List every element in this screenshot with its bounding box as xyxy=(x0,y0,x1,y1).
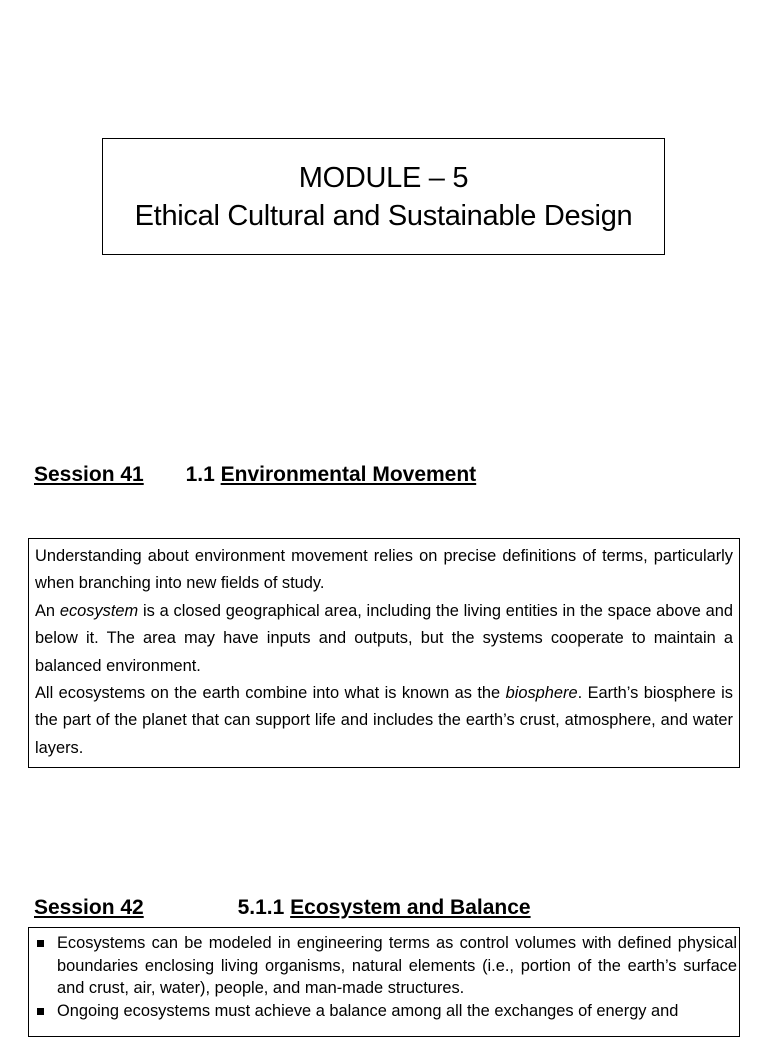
term-biosphere: biosphere xyxy=(505,684,578,703)
session-41-text-box xyxy=(28,538,740,768)
bullet-list xyxy=(35,932,737,1022)
module-title-box xyxy=(102,138,665,255)
paragraph: All ecosystems on the earth combine into what is known as the biosphere. Earth’s biosphere is the part of the planet that can support life and includes the earth’s crust, atmosphere, and water layers. xyxy=(35,684,733,757)
session-42-text-box xyxy=(28,927,740,1037)
module-title: Ethical Cultural and Sustainable Design xyxy=(134,199,633,232)
square-bullet-icon xyxy=(37,940,44,947)
list-item: Ongoing ecosystems must achieve a balance among all the exchanges of energy and xyxy=(35,1000,737,1023)
list-item: Ecosystems can be modeled in engineering terms as control volumes with defined physical boundaries enclosing living organisms, natural elements (i.e., portion of the earth’s surface and crust, air, water), people, and man-made structures. xyxy=(35,932,737,1000)
session-42-topic: Ecosystem and Balance xyxy=(290,896,531,919)
square-bullet-icon xyxy=(37,1008,44,1015)
term-ecosystem: ecosystem xyxy=(59,601,139,620)
paragraph: Understanding about environment movement relies on precise definitions of terms, particularly when branching into new fields of study. xyxy=(35,547,733,593)
paragraph: An ecosystem is a closed geographical area, including the living entities in the space above and below it. The area may have inputs and outputs, but the systems cooperate to maintain a balanced environment. xyxy=(35,601,733,675)
module-number: MODULE – 5 xyxy=(298,161,469,194)
session-41-number: 1.1 xyxy=(185,463,215,486)
session-41-heading xyxy=(34,463,476,487)
session-42-label: Session 42 xyxy=(34,896,144,919)
session-42-number: 5.1.1 xyxy=(237,896,285,919)
session-41-label: Session 41 xyxy=(34,463,144,486)
session-42-heading xyxy=(34,896,531,920)
session-41-topic: Environmental Movement xyxy=(220,463,477,486)
